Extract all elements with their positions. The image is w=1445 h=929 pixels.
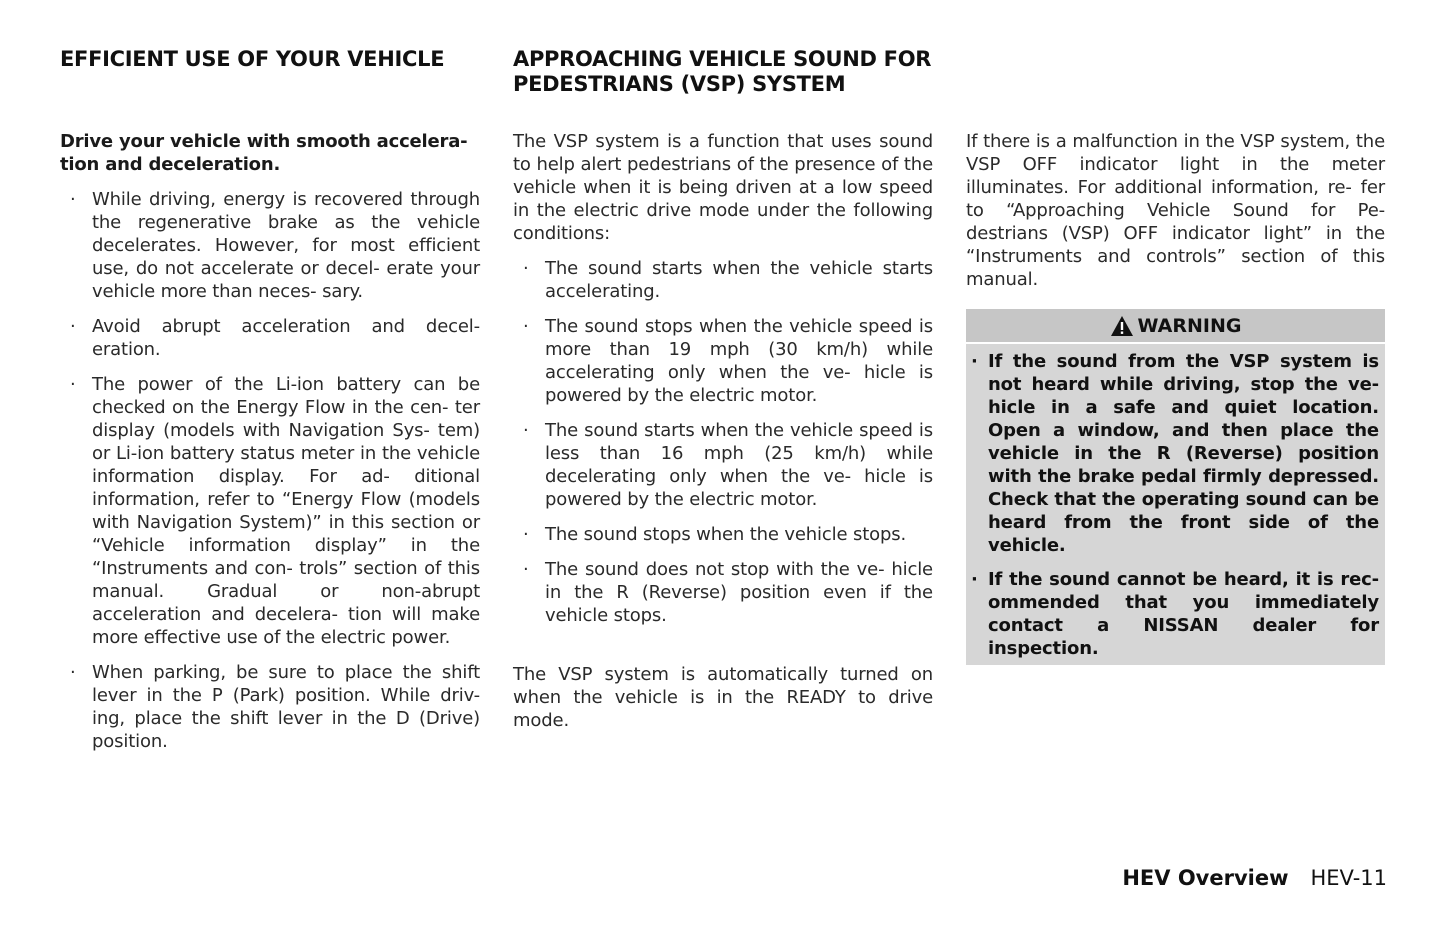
lead-paragraph: Drive your vehicle with smooth accelera- tion and deceleration. — [60, 131, 468, 175]
list-item: · The power of the Li-ion battery can be checked on the Energy Flow in the cen- ter display (models with Navigation Sys- tem) or Li-ion battery status meter in the vehicle information display. For ad- ditional information, refer to “Energy Flow (models with Navigation System)” in this section or “Vehicle information display” in the “Instruments and con- trols” section of this manual. Gradual or non-abrupt acceleration and decelera- tion will make more effective use of the electric power. — [70, 374, 480, 648]
list-item: · When parking, be sure to place the shift lever in the P (Park) position. While driv- ing, place the shift lever in the D (Drive) position. — [70, 662, 480, 752]
list-item: · The sound starts when the vehicle speed is less than 16 mph (25 km/h) while decelerating only when the ve- hicle is powered by the electric motor. — [523, 420, 933, 510]
warning-title: WARNING — [1137, 314, 1242, 337]
vsp-conditions-list — [513, 257, 933, 639]
warning-header — [966, 309, 1385, 344]
vsp-outro-paragraph: The VSP system is automatically turned on when the vehicle is in the READY to drive mode. — [513, 664, 933, 731]
warning-box — [966, 309, 1385, 665]
list-item: · Avoid abrupt acceleration and decel- eration. — [70, 316, 480, 360]
list-item: · If the sound cannot be heard, it is rec- ommended that you immediately contact a NISSAN dealer for inspection. — [971, 569, 1379, 659]
list-item: · If the sound from the VSP system is not heard while driving, stop the ve- hicle in a safe and quiet location. Open a window, and then place the vehicle in the R (Reverse) position with the brake pedal firmly depressed. Check that the operating sound can be heard from the front side of the vehicle. — [971, 351, 1379, 556]
list-item: · The sound does not stop with the ve- hicle in the R (Reverse) position even if the vehicle stops. — [523, 559, 933, 626]
list-item: · While driving, energy is recovered through the regenerative brake as the vehicle decelerates. However, for most efficient use, do not accelerate or decel- erate your vehicle more than neces- sary. — [70, 189, 480, 302]
list-item: · The sound stops when the vehicle speed is more than 19 mph (30 km/h) while accelerating only when the ve- hicle is powered by the electric motor. — [523, 316, 933, 406]
section-heading-vsp: APPROACHING VEHICLE SOUND FOR PEDESTRIANS (VSP) SYSTEM — [513, 47, 932, 96]
page-footer — [1122, 866, 1387, 890]
vsp-malfunction-paragraph: If there is a malfunction in the VSP system, the VSP OFF indicator light in the meter illuminates. For additional information, re- fer to “Approaching Vehicle Sound for Pe- destrians (VSP) OFF indicator light” in the “Instruments and controls” section of this manual. — [966, 131, 1385, 290]
warning-triangle-icon — [1110, 315, 1134, 337]
footer-section-title: HEV Overview — [1122, 866, 1289, 890]
warning-list — [966, 344, 1385, 660]
efficient-use-list — [60, 188, 480, 765]
section-heading-efficient-use: EFFICIENT USE OF YOUR VEHICLE — [60, 47, 445, 71]
list-item: · The sound starts when the vehicle starts accelerating. — [523, 258, 933, 302]
list-item: · The sound stops when the vehicle stops. — [523, 524, 907, 545]
page-number: HEV-11 — [1310, 866, 1387, 890]
vsp-intro-paragraph: The VSP system is a function that uses sound to help alert pedestrians of the presence of the vehicle when it is being driven at a low speed in the electric drive mode under the following conditions: — [513, 131, 933, 244]
